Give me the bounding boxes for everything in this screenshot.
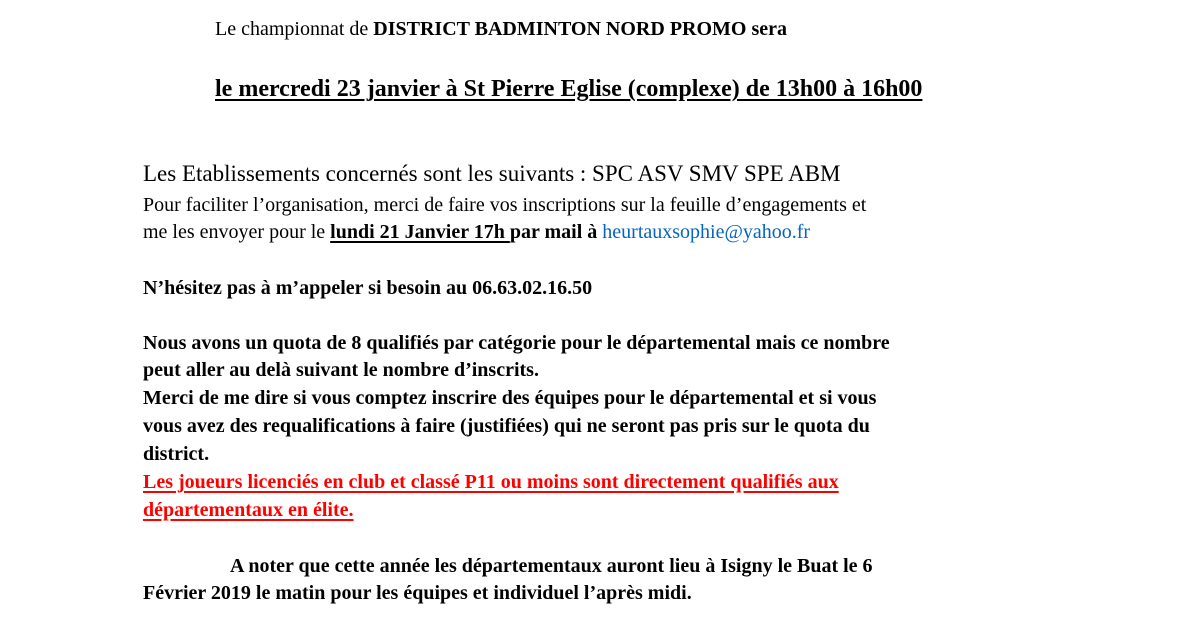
team-request-line-1: Merci de me dire si vous comptez inscrire des équipes pour le départemental et si vous [143, 387, 877, 409]
establishments-line: Les Etablissements concernés sont les suivants : SPC ASV SMV SPE ABM [143, 161, 841, 186]
championship-name: DISTRICT BADMINTON NORD PROMO [373, 18, 747, 40]
send-prefix: me les envoyer pour le [143, 221, 331, 243]
registration-instructions-line: Pour faciliter l’organisation, merci de faire vos inscriptions sur la feuille d’engagements et [143, 194, 867, 216]
quota-line-1: Nous avons un quota de 8 qualifiés par catégorie pour le départemental mais ce nombre [143, 332, 890, 354]
send-instructions-line [143, 222, 810, 242]
email-link[interactable]: heurtauxsophie@yahoo.fr [602, 221, 811, 243]
title-prefix: Le championnat de [215, 18, 374, 40]
title-suffix: sera [746, 18, 788, 40]
send-by-mail: par mail à [509, 221, 603, 243]
deadline-text: lundi 21 Janvier 17h [330, 221, 510, 243]
qualification-notice-line-1: Les joueurs licenciés en club et classé P11 ou moins sont directement qualifiés aux [143, 471, 839, 493]
quota-line-2: peut aller au delà suivant le nombre d’inscrits. [143, 359, 539, 381]
team-request-line-2: vous avez des requalifications à faire (justifiées) qui ne seront pas pris sur le quota du [143, 415, 870, 437]
event-date-line: le mercredi 23 janvier à St Pierre Eglise (complexe) de 13h00 à 16h00 [215, 76, 923, 102]
departmental-note-line-2: Février 2019 le matin pour les équipes et individuel l’après midi. [143, 582, 692, 604]
team-request-line-3: district. [143, 443, 210, 465]
phone-contact-line: N’hésitez pas à m’appeler si besoin au 06.63.02.16.50 [143, 277, 593, 299]
departmental-note-line-1: A noter que cette année les départementaux auront lieu à Isigny le Buat le 6 [230, 555, 873, 577]
qualification-notice-line-2: départementaux en élite. [143, 499, 354, 521]
championship-title-line [215, 19, 787, 39]
